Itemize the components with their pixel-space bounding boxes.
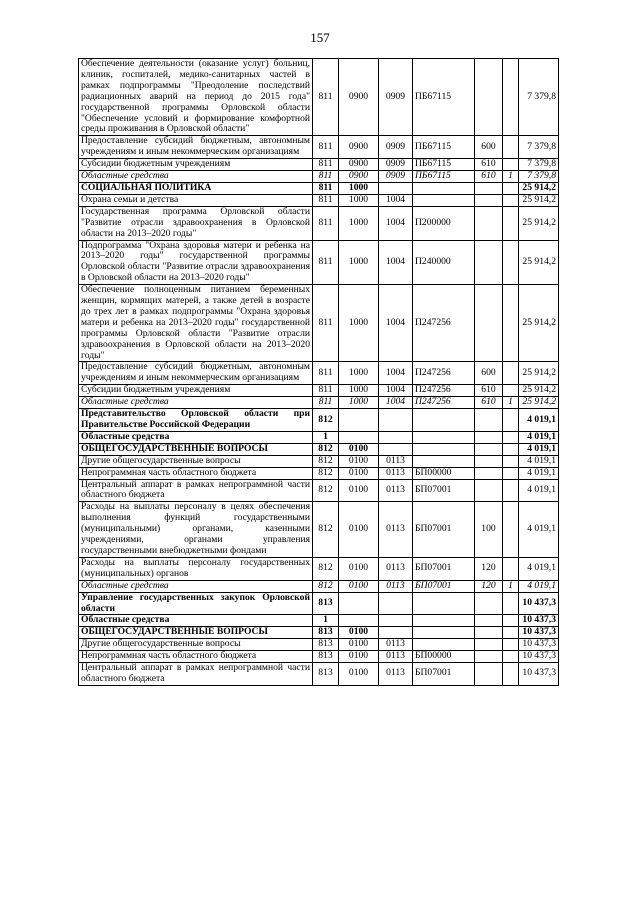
row-description: Другие общегосударственные вопросы: [79, 639, 313, 651]
row-funding-source: [503, 663, 519, 686]
row-target-article: [413, 443, 475, 455]
table-row: [79, 59, 559, 136]
row-funding-source: [503, 455, 519, 467]
row-section: 0100: [339, 627, 379, 639]
row-ministry-code: 813: [313, 663, 339, 686]
row-section: 0100: [339, 479, 379, 502]
row-section: 1000: [339, 206, 379, 240]
row-subsection: 0113: [379, 663, 413, 686]
row-amount: 10 437,3: [519, 651, 559, 663]
row-expense-type: 600: [475, 136, 503, 159]
row-ministry-code: 813: [313, 627, 339, 639]
row-description: Областные средства: [79, 431, 313, 443]
row-ministry-code: 811: [313, 194, 339, 206]
page-number: 157: [310, 30, 330, 45]
row-description: Областные средства: [79, 171, 313, 183]
row-subsection: 0909: [379, 136, 413, 159]
table-row: [79, 362, 559, 385]
row-ministry-code: 811: [313, 240, 339, 285]
row-section: 0100: [339, 557, 379, 580]
table-row: [79, 615, 559, 627]
row-amount: 4 019,1: [519, 580, 559, 592]
row-expense-type: [475, 443, 503, 455]
row-expense-type: [475, 285, 503, 362]
row-section: 1000: [339, 362, 379, 385]
row-funding-source: 1: [503, 580, 519, 592]
row-funding-source: [503, 592, 519, 615]
row-target-article: БП00000: [413, 651, 475, 663]
row-amount: 25 914,2: [519, 362, 559, 385]
row-description: Обеспечение деятельности (оказание услуг) больниц, клиник, госпиталей, медико-санитарных частей в рамках подпрограммы "Преодоление последствий радиационных аварий на период до 2015 года" государственной программы Орловской области "Обеспечение условий и формирование комфортной среды проживания в Орловской области": [79, 59, 313, 136]
row-section: 1000: [339, 285, 379, 362]
row-ministry-code: 812: [313, 409, 339, 432]
row-description: Расходы на выплаты персоналу в целях обеспечения выполнения функций государственными (муниципальными) органами, казенными учреждениями, органами управления государственными внебюджетными фондами: [79, 502, 313, 558]
row-amount: 4 019,1: [519, 479, 559, 502]
row-amount: 10 437,3: [519, 627, 559, 639]
row-description: Непрограммная часть областного бюджета: [79, 651, 313, 663]
table-row: [79, 240, 559, 285]
row-funding-source: [503, 59, 519, 136]
row-amount: 25 914,2: [519, 206, 559, 240]
row-expense-type: 610: [475, 385, 503, 397]
row-amount: 7 379,8: [519, 136, 559, 159]
row-amount: 25 914,2: [519, 194, 559, 206]
row-amount: 4 019,1: [519, 409, 559, 432]
row-expense-type: [475, 455, 503, 467]
row-funding-source: [503, 159, 519, 171]
row-description: Областные средства: [79, 397, 313, 409]
row-expense-type: 600: [475, 362, 503, 385]
row-target-article: П247256: [413, 285, 475, 362]
row-target-article: ПБ67115: [413, 171, 475, 183]
row-expense-type: 120: [475, 557, 503, 580]
table-row: [79, 580, 559, 592]
row-ministry-code: 812: [313, 502, 339, 558]
row-description: Предоставление субсидий бюджетным, автономным учреждениям и иным некоммерческим организациям: [79, 362, 313, 385]
row-amount: 4 019,1: [519, 557, 559, 580]
row-target-article: П247256: [413, 385, 475, 397]
table-row: [79, 182, 559, 194]
row-section: 0100: [339, 467, 379, 479]
table-row: [79, 502, 559, 558]
row-funding-source: [503, 639, 519, 651]
row-amount: 4 019,1: [519, 431, 559, 443]
row-expense-type: [475, 59, 503, 136]
row-amount: 10 437,3: [519, 639, 559, 651]
row-ministry-code: 811: [313, 59, 339, 136]
row-target-article: П200000: [413, 206, 475, 240]
row-expense-type: [475, 431, 503, 443]
row-expense-type: [475, 651, 503, 663]
row-funding-source: [503, 206, 519, 240]
row-subsection: 0113: [379, 479, 413, 502]
row-funding-source: [503, 443, 519, 455]
row-description: Обеспечение полноценным питанием беременных женщин, кормящих матерей, а также детей в возрасте до трех лет в рамках подпрограммы "Охрана здоровья матери и ребенка на 2013–2020 годы" государственной программы Орловской области "Развитие отрасли здравоохранения в Орловской области на 2013–2020 годы": [79, 285, 313, 362]
row-amount: 25 914,2: [519, 285, 559, 362]
row-subsection: 1004: [379, 285, 413, 362]
row-funding-source: [503, 136, 519, 159]
table-row: [79, 467, 559, 479]
table-row: [79, 194, 559, 206]
row-description: СОЦИАЛЬНАЯ ПОЛИТИКА: [79, 182, 313, 194]
row-description: Областные средства: [79, 615, 313, 627]
table-row: [79, 455, 559, 467]
row-ministry-code: 811: [313, 397, 339, 409]
row-description: Непрограммная часть областного бюджета: [79, 467, 313, 479]
row-ministry-code: 812: [313, 443, 339, 455]
row-funding-source: [503, 182, 519, 194]
row-target-article: [413, 431, 475, 443]
row-section: 1000: [339, 194, 379, 206]
row-funding-source: [503, 502, 519, 558]
row-target-article: БП07001: [413, 502, 475, 558]
row-funding-source: 1: [503, 171, 519, 183]
row-ministry-code: 811: [313, 159, 339, 171]
row-subsection: [379, 615, 413, 627]
row-expense-type: [475, 467, 503, 479]
row-subsection: 0113: [379, 455, 413, 467]
row-funding-source: [503, 409, 519, 432]
row-funding-source: [503, 479, 519, 502]
row-description: Подпрограмма "Охрана здоровья матери и ребенка на 2013–2020 годы" государственной программы Орловской области "Развитие отрасли здравоохранения в Орловской области на 2013–2020 годы": [79, 240, 313, 285]
row-section: 0100: [339, 455, 379, 467]
row-expense-type: [475, 194, 503, 206]
row-description: Государственная программа Орловской области "Развитие отрасли здравоохранения в Орловской области на 2013–2020 годы": [79, 206, 313, 240]
row-ministry-code: 811: [313, 136, 339, 159]
table-body: [79, 59, 559, 686]
row-expense-type: [475, 592, 503, 615]
row-subsection: 1004: [379, 385, 413, 397]
row-expense-type: [475, 240, 503, 285]
row-amount: 25 914,2: [519, 182, 559, 194]
row-subsection: [379, 182, 413, 194]
row-target-article: [413, 194, 475, 206]
row-subsection: 0113: [379, 651, 413, 663]
row-target-article: БП07001: [413, 557, 475, 580]
row-target-article: БП07001: [413, 479, 475, 502]
row-section: 0100: [339, 443, 379, 455]
row-section: 0900: [339, 59, 379, 136]
row-amount: 7 379,8: [519, 159, 559, 171]
row-description: Субсидии бюджетным учреждениям: [79, 159, 313, 171]
row-expense-type: [475, 206, 503, 240]
row-subsection: 1004: [379, 194, 413, 206]
row-section: 1000: [339, 397, 379, 409]
row-target-article: П247256: [413, 397, 475, 409]
row-funding-source: [503, 285, 519, 362]
row-ministry-code: 813: [313, 592, 339, 615]
row-funding-source: [503, 557, 519, 580]
row-target-article: БП07001: [413, 580, 475, 592]
row-amount: 10 437,3: [519, 592, 559, 615]
row-target-article: [413, 615, 475, 627]
row-ministry-code: 811: [313, 362, 339, 385]
row-ministry-code: 1: [313, 615, 339, 627]
row-amount: 25 914,2: [519, 240, 559, 285]
row-section: 1000: [339, 182, 379, 194]
row-target-article: [413, 182, 475, 194]
row-amount: 25 914,2: [519, 385, 559, 397]
row-ministry-code: 813: [313, 639, 339, 651]
row-target-article: ПБ67115: [413, 159, 475, 171]
row-section: 1000: [339, 385, 379, 397]
row-funding-source: [503, 240, 519, 285]
row-section: 0100: [339, 580, 379, 592]
table-row: [79, 206, 559, 240]
row-expense-type: [475, 409, 503, 432]
row-funding-source: [503, 431, 519, 443]
row-section: [339, 431, 379, 443]
row-amount: 4 019,1: [519, 502, 559, 558]
table-row: [79, 285, 559, 362]
row-subsection: 0113: [379, 502, 413, 558]
table-row: [79, 651, 559, 663]
row-subsection: 0113: [379, 639, 413, 651]
row-target-article: П240000: [413, 240, 475, 285]
table-row: [79, 159, 559, 171]
row-subsection: 0113: [379, 580, 413, 592]
row-description: Предоставление субсидий бюджетным, автономным учреждениям и иным некоммерческим организациям: [79, 136, 313, 159]
row-section: 0100: [339, 502, 379, 558]
row-amount: 25 914,2: [519, 397, 559, 409]
row-amount: 10 437,3: [519, 615, 559, 627]
row-description: Охрана семьи и детства: [79, 194, 313, 206]
table-row: [79, 431, 559, 443]
row-target-article: [413, 409, 475, 432]
row-section: 1000: [339, 240, 379, 285]
row-ministry-code: 811: [313, 285, 339, 362]
row-section: 0900: [339, 136, 379, 159]
row-expense-type: [475, 663, 503, 686]
row-ministry-code: 811: [313, 385, 339, 397]
row-section: [339, 615, 379, 627]
table-row: [79, 409, 559, 432]
row-amount: 10 437,3: [519, 663, 559, 686]
table-row: [79, 479, 559, 502]
row-subsection: 0909: [379, 59, 413, 136]
row-ministry-code: 812: [313, 479, 339, 502]
table-row: [79, 171, 559, 183]
row-description: Центральный аппарат в рамках непрограммной части областного бюджета: [79, 663, 313, 686]
row-expense-type: 120: [475, 580, 503, 592]
row-section: 0900: [339, 159, 379, 171]
row-ministry-code: 812: [313, 467, 339, 479]
row-description: Расходы на выплаты персоналу государственных (муниципальных) органов: [79, 557, 313, 580]
row-ministry-code: 811: [313, 206, 339, 240]
table-row: [79, 136, 559, 159]
row-description: Другие общегосударственные вопросы: [79, 455, 313, 467]
row-subsection: 1004: [379, 240, 413, 285]
row-target-article: БП00000: [413, 467, 475, 479]
row-target-article: [413, 455, 475, 467]
row-amount: 7 379,8: [519, 171, 559, 183]
row-section: [339, 592, 379, 615]
table-row: [79, 627, 559, 639]
row-section: 0100: [339, 639, 379, 651]
row-funding-source: [503, 651, 519, 663]
row-subsection: 1004: [379, 397, 413, 409]
row-ministry-code: 812: [313, 455, 339, 467]
row-target-article: ПБ67115: [413, 59, 475, 136]
row-expense-type: [475, 615, 503, 627]
row-funding-source: [503, 362, 519, 385]
row-subsection: [379, 431, 413, 443]
table-row: [79, 397, 559, 409]
row-amount: 4 019,1: [519, 443, 559, 455]
row-ministry-code: 812: [313, 557, 339, 580]
table-row: [79, 592, 559, 615]
row-subsection: [379, 592, 413, 615]
row-expense-type: 100: [475, 502, 503, 558]
row-expense-type: 610: [475, 159, 503, 171]
row-target-article: [413, 592, 475, 615]
row-subsection: [379, 627, 413, 639]
budget-table: [78, 58, 559, 686]
row-expense-type: [475, 182, 503, 194]
table-row: [79, 443, 559, 455]
row-amount: 7 379,8: [519, 59, 559, 136]
row-target-article: ПБ67115: [413, 136, 475, 159]
table-row: [79, 385, 559, 397]
row-ministry-code: 813: [313, 651, 339, 663]
row-funding-source: 1: [503, 397, 519, 409]
row-ministry-code: 1: [313, 431, 339, 443]
row-expense-type: 610: [475, 397, 503, 409]
row-funding-source: [503, 615, 519, 627]
row-ministry-code: 811: [313, 171, 339, 183]
row-subsection: 0113: [379, 557, 413, 580]
row-subsection: 0113: [379, 467, 413, 479]
row-target-article: [413, 639, 475, 651]
row-subsection: 0909: [379, 159, 413, 171]
row-subsection: 0909: [379, 171, 413, 183]
row-description: Областные средства: [79, 580, 313, 592]
row-amount: 4 019,1: [519, 455, 559, 467]
row-target-article: П247256: [413, 362, 475, 385]
row-section: 0100: [339, 663, 379, 686]
row-expense-type: 610: [475, 171, 503, 183]
row-target-article: [413, 627, 475, 639]
row-subsection: 1004: [379, 362, 413, 385]
row-subsection: [379, 409, 413, 432]
table-row: [79, 663, 559, 686]
row-expense-type: [475, 639, 503, 651]
row-expense-type: [475, 627, 503, 639]
row-description: Субсидии бюджетным учреждениям: [79, 385, 313, 397]
row-funding-source: [503, 194, 519, 206]
table-row: [79, 557, 559, 580]
row-ministry-code: 811: [313, 182, 339, 194]
row-target-article: БП07001: [413, 663, 475, 686]
row-funding-source: [503, 385, 519, 397]
table-row: [79, 639, 559, 651]
row-section: 0900: [339, 171, 379, 183]
row-subsection: [379, 443, 413, 455]
row-description: Управление государственных закупок Орловской области: [79, 592, 313, 615]
row-description: Представительство Орловской области при Правительстве Российской Федерации: [79, 409, 313, 432]
row-funding-source: [503, 467, 519, 479]
row-section: [339, 409, 379, 432]
row-expense-type: [475, 479, 503, 502]
row-section: 0100: [339, 651, 379, 663]
row-description: ОБЩЕГОСУДАРСТВЕННЫЕ ВОПРОСЫ: [79, 627, 313, 639]
row-ministry-code: 812: [313, 580, 339, 592]
row-subsection: 1004: [379, 206, 413, 240]
row-funding-source: [503, 627, 519, 639]
row-amount: 4 019,1: [519, 467, 559, 479]
row-description: ОБЩЕГОСУДАРСТВЕННЫЕ ВОПРОСЫ: [79, 443, 313, 455]
row-description: Центральный аппарат в рамках непрограммной части областного бюджета: [79, 479, 313, 502]
